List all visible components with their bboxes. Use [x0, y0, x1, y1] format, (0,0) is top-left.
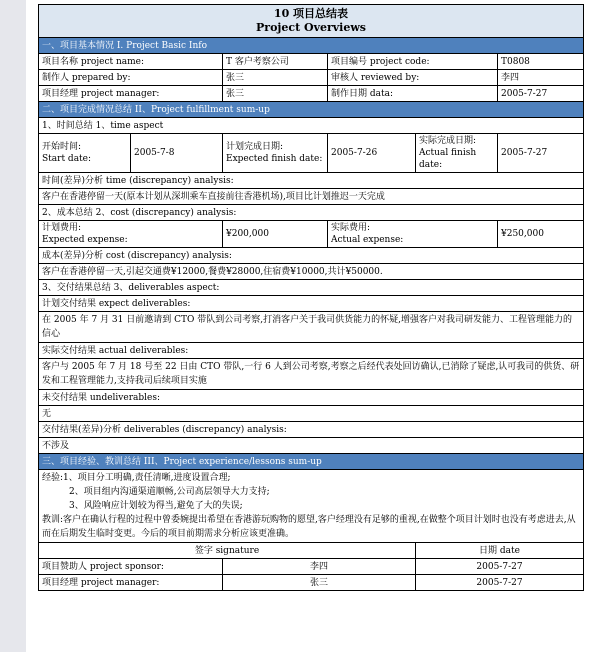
undeliverables-text: 无: [39, 406, 584, 422]
actual-deliverables-label-row: [39, 343, 584, 359]
project-name-label: 项目名称 project name:: [39, 54, 223, 70]
experience-label: 经验:: [42, 473, 64, 483]
signature-header-row: [39, 543, 584, 559]
cost-discrepancy-text: 客户在香港停留一天,引起交通费¥12000,餐费¥28000,住宿费¥10000,共计¥50000.: [39, 264, 584, 280]
manager-date: 2005-7-27: [416, 575, 584, 591]
prepared-date-label: 制作日期 data:: [328, 86, 498, 102]
cost-heading-row: [39, 205, 584, 221]
sponsor-date: 2005-7-27: [416, 559, 584, 575]
expected-deliverables-label: 计划交付结果 expect deliverables:: [39, 296, 584, 312]
sponsor-role: 项目赞助人 project sponsor:: [39, 559, 223, 575]
start-date-label: 开始时间: Start date:: [39, 134, 131, 173]
project-code-label: 项目编号 project code:: [328, 54, 498, 70]
cost-discrepancy-label-row: [39, 248, 584, 264]
basic-info-row: [39, 54, 584, 70]
expected-deliverables-text: 在 2005 年 7 月 31 日前邀请到 CTO 带队到公司考察,打消客户关于我司供货能力的怀疑,增强客户对我司研发能力、工程管理能力的信心: [39, 312, 584, 343]
time-discrepancy-label: 时间(差异)分析 time (discrepancy) analysis:: [39, 173, 584, 189]
sponsor-name: 李四: [223, 559, 416, 575]
time-values-row: [39, 134, 584, 173]
prepared-by-label: 制作人 prepared by:: [39, 70, 223, 86]
prepared-by-value: 张三: [223, 70, 328, 86]
start-date-value: 2005-7-8: [131, 134, 223, 173]
manager-role: 项目经理 project manager:: [39, 575, 223, 591]
actual-finish-label: 实际完成日期: Actual finish date:: [416, 134, 498, 173]
experience-item: 1、项目分工明确,责任清晰,进度设置合理;: [63, 473, 231, 483]
time-aspect-heading: 1、时间总结 1、time aspect: [39, 118, 584, 134]
project-manager-label: 项目经理 project manager:: [39, 86, 223, 102]
undeliverables-text-row: [39, 406, 584, 422]
expected-expense-value: ¥200,000: [223, 221, 328, 248]
expected-finish-label: 计划完成日期: Expected finish date:: [223, 134, 328, 173]
time-heading-row: [39, 118, 584, 134]
prepared-date-value: 2005-7-27: [498, 86, 584, 102]
undeliverables-label: 未交付结果 undeliverables:: [39, 390, 584, 406]
time-discrepancy-text-row: [39, 189, 584, 205]
reviewed-by-value: 李四: [498, 70, 584, 86]
signature-column-header: 签字 signature: [39, 543, 416, 559]
basic-info-row: [39, 86, 584, 102]
deliverables-heading: 3、交付结果总结 3、deliverables aspect:: [39, 280, 584, 296]
reviewed-by-label: 审核人 reviewed by:: [328, 70, 498, 86]
deliverables-discrepancy-text-row: [39, 438, 584, 454]
time-discrepancy-label-row: [39, 173, 584, 189]
deliverables-discrepancy-label-row: [39, 422, 584, 438]
cost-heading: 2、成本总结 2、cost (discrepancy) analysis:: [39, 205, 584, 221]
cost-discrepancy-text-row: [39, 264, 584, 280]
actual-deliverables-text-row: [39, 359, 584, 390]
viewer-background: [0, 0, 26, 652]
project-name-value: T 客户考察公司: [223, 54, 328, 70]
actual-deliverables-label: 实际交付结果 actual deliverables:: [39, 343, 584, 359]
actual-finish-value: 2005-7-27: [498, 134, 584, 173]
signature-row: [39, 559, 584, 575]
deliverables-heading-row: [39, 280, 584, 296]
project-summary-document: [38, 4, 583, 591]
project-code-value: T0808: [498, 54, 584, 70]
time-discrepancy-text: 客户在香港停留一天(原本计划从深圳乘车直接前往香港机场),项目比计划推迟一天完成: [39, 189, 584, 205]
summary-table: [38, 4, 584, 591]
experience-item: 2、项目组内沟通渠道顺畅,公司高层领导大力支持;: [69, 487, 270, 497]
project-manager-value: 张三: [223, 86, 328, 102]
basic-info-row: [39, 70, 584, 86]
cost-values-row: [39, 221, 584, 248]
deliverables-discrepancy-label: 交付结果(差异)分析 deliverables (discrepancy) analysis:: [39, 422, 584, 438]
expected-deliverables-text-row: [39, 312, 584, 343]
manager-name: 张三: [223, 575, 416, 591]
actual-expense-label: 实际费用: Actual expense:: [328, 221, 498, 248]
expected-deliverables-label-row: [39, 296, 584, 312]
section-1-header: 一、项目基本情况 I. Project Basic Info: [39, 38, 584, 54]
undeliverables-label-row: [39, 390, 584, 406]
lessons-label: 教训:: [42, 515, 64, 525]
experience-block: [39, 470, 584, 543]
title-row: [39, 5, 584, 38]
document-title: [39, 5, 584, 38]
title-english: Project Overviews: [256, 21, 366, 34]
section-1-header-row: [39, 38, 584, 54]
signature-row: [39, 575, 584, 591]
section-2-header-row: [39, 102, 584, 118]
experience-item: 3、风险响应计划较为得当,避免了大的失误;: [69, 501, 243, 511]
lessons-text: 客户在确认行程的过程中曾委婉提出希望在香港游玩购物的愿望,客户经理没有足够的重视,在做整个项目计划时也没有考虑进去,从而在后期发生临时变更。今后的项目前期需求分析应该更准确。: [42, 515, 576, 539]
title-chinese: 10 项目总结表: [273, 7, 349, 20]
expected-finish-value: 2005-7-26: [328, 134, 416, 173]
section-2-header: 二、项目完成情况总结 II、Project fulfillment sum-up: [39, 102, 584, 118]
section-3-header-row: [39, 454, 584, 470]
cost-discrepancy-label: 成本(差异)分析 cost (discrepancy) analysis:: [39, 248, 584, 264]
expected-expense-label: 计划费用: Expected expense:: [39, 221, 223, 248]
section-3-header: 三、项目经验、教训总结 III、Project experience/lessons sum-up: [39, 454, 584, 470]
experience-row: [39, 470, 584, 543]
actual-deliverables-text: 客户与 2005 年 7 月 18 号至 22 日由 CTO 带队,一行 6 人到公司考察,考察之后经代表处回访确认,已消除了疑虑,认可我司的供货、研发和工程管理能力,支持我司后续项目实施: [39, 359, 584, 390]
actual-expense-value: ¥250,000: [498, 221, 584, 248]
deliverables-discrepancy-text: 不涉及: [39, 438, 584, 454]
date-column-header: 日期 date: [416, 543, 584, 559]
